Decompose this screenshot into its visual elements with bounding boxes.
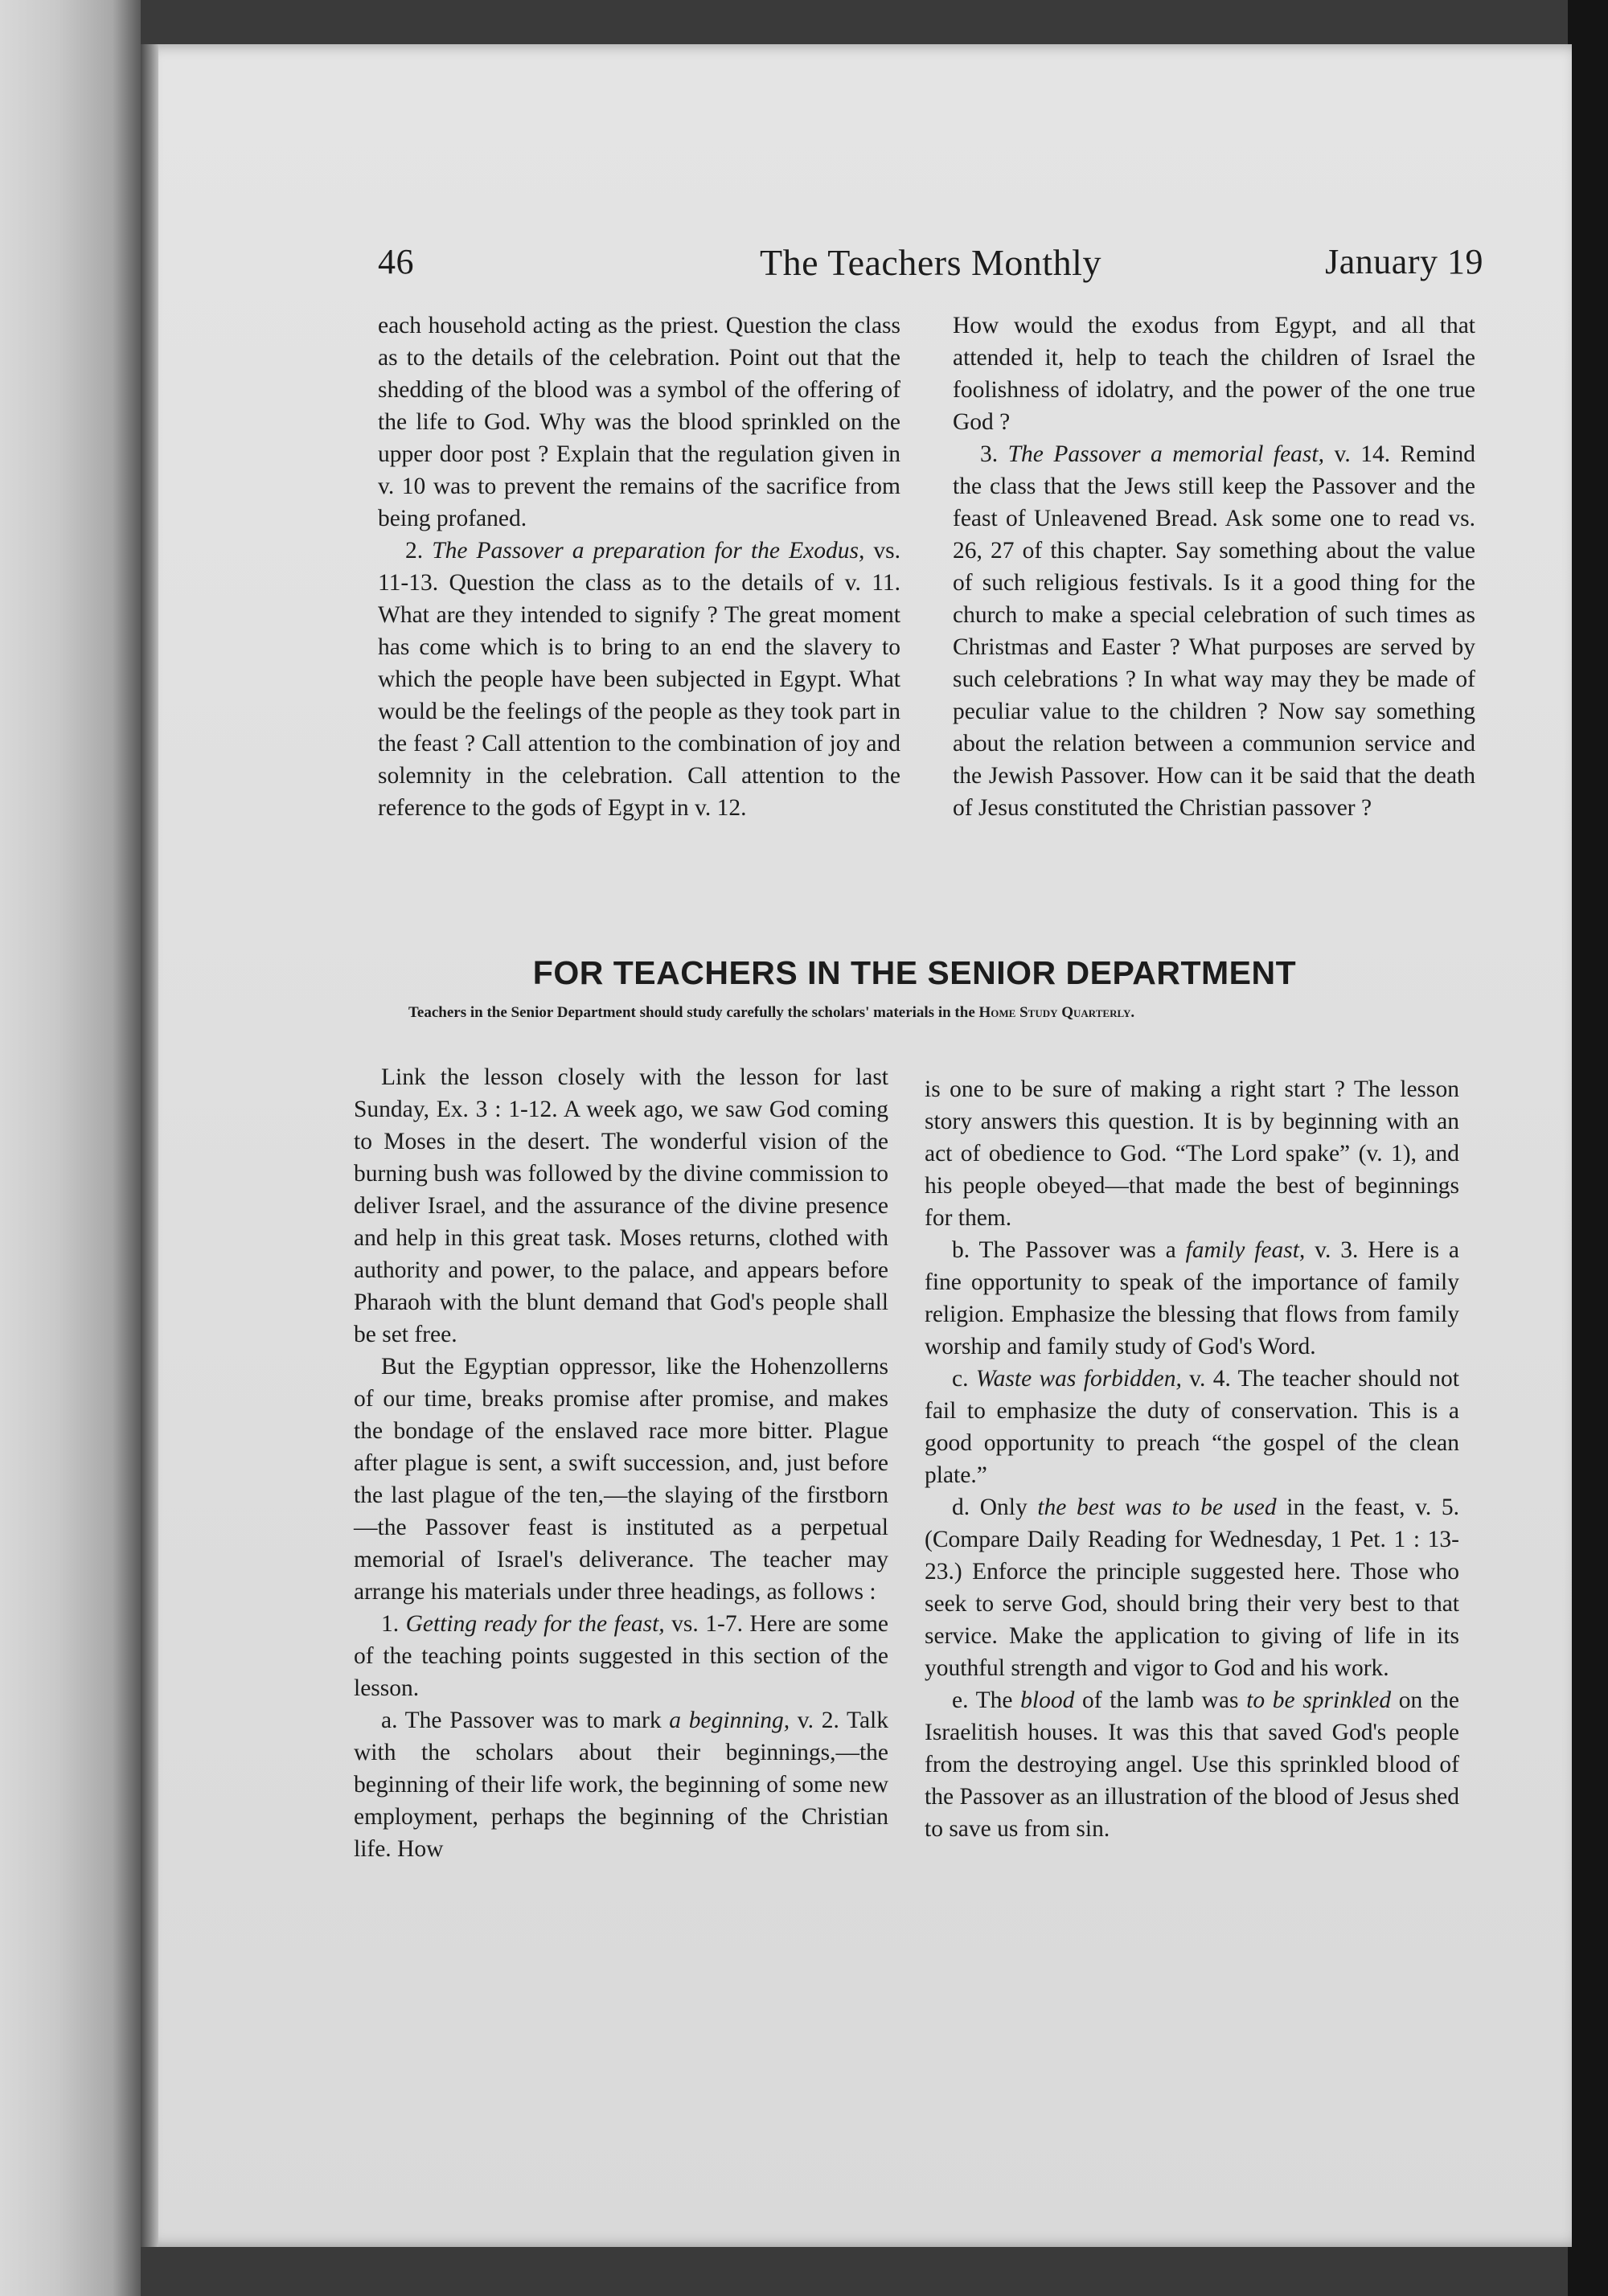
bottom-left-column (354, 1061, 888, 1865)
scanner-backdrop-right (1568, 0, 1608, 2296)
paragraph: c. Waste was forbidden, v. 4. The teacher should not fail to emphasize the duty of conservation. This is a good opportunity to preach “the gospel of the clean plate.” (925, 1366, 1459, 1488)
paragraph: is one to be sure of making a right start ? The lesson story answers this question. It is by beginning with an act of obedience to God. “The Lord spake” (v. 1), and his people obeyed—that made the best of beginnings for them. (925, 1076, 1459, 1231)
paragraph: 1. Getting ready for the feast, vs. 1-7. Here are some of the teaching points suggested in this section of the lesson. (354, 1611, 888, 1701)
publication-name: Home Study Quarterly (978, 1004, 1131, 1021)
page-binding-shadow (141, 44, 158, 2247)
paragraph: b. The Passover was a family feast, v. 3. Here is a fine opportunity to speak of the importance of family religion. Emphasize the blessing that flows from family worship and family study of God's Word. (925, 1237, 1460, 1359)
paragraph: e. The blood of the lamb was to be sprinkled on the Israelitish houses. It was this that saved God's people from the destroying angel. Use this sprinkled blood of the Passover as an illustration of the blood of Jesus shed to save us from sin. (925, 1687, 1459, 1842)
paragraph: 2. The Passover a preparation for the Exodus, vs. 11-13. Question the class as to the details of v. 11. What are they intended to signify ? The great moment has come which is to bring to an end the slavery to which the people have been subjected in Egypt. What would be the feelings of the people as they took part in the feast ? Call attention to the combination of joy and solemnity in the celebration. Call attention to the reference to the gods of Egypt in v. 12. (378, 538, 901, 821)
bottom-right-column (925, 1073, 1459, 1845)
paragraph: How would the exodus from Egypt, and all that attended it, help to teach the children of Israel the foolishness of idolatry, and the power of the one true God ? (953, 313, 1475, 435)
paragraph: a. The Passover was to mark a beginning, v. 2. Talk with the scholars about their beginnings,—the beginning of their life work, the beginning of some new employment, perhaps the beginning of the Christian life. How (354, 1708, 888, 1862)
top-right-column (953, 310, 1475, 824)
top-left-column (378, 310, 900, 824)
paragraph: d. Only the best was to be used in the feast, v. 5. (Compare Daily Reading for Wednesday, 1 Pet. 1 : 13-23.) Enforce the principle suggested here. Those who seek to serve God, should bring their very best to that service. Make the application to giving of life in its youthful strength and vigor to God and his work. (925, 1494, 1460, 1681)
paragraph: Link the lesson closely with the lesson for last Sunday, Ex. 3 : 1-12. A week ago, we saw God coming to Moses in the desert. The wonderful vision of the burning bush was followed by the divine commission to deliver Israel, and the assurance of the divine presence and help in this great task. Moses returns, clothed with authority and power, to the palace, and appears before Pharaoh with the blunt demand that God's people shall be set free. (354, 1064, 888, 1347)
scanner-backdrop-left (0, 0, 141, 2296)
paragraph: each household acting as the priest. Question the class as to the details of the celebration. Point out that the shedding of the blood was a symbol of the offering of the life to God. Why was the blood sprinkled on the upper door post ? Explain that the regulation given in v. 10 was to prevent the remains of the sacrifice from being profaned. (378, 313, 900, 531)
page-number: 46 (378, 242, 414, 281)
paragraph: 3. The Passover a memorial feast, v. 14. Remind the class that the Jews still keep the Passover and the feast of Unleavened Bread. Ask some one to read vs. 26, 27 of this chapter. Say something about the value of such religious festivals. Is it a good thing for the church to make a special celebration of such times as Christmas and Easter ? What purposes are served by such celebrations ? In what way may they be made of peculiar value to the children ? Now say something about the relation between a communion service and the Jewish Passover. How can it be said that the death of Jesus constituted the Christian passover ? (953, 441, 1476, 821)
section-heading: FOR TEACHERS IN THE SENIOR DEPARTMENT (532, 954, 1297, 991)
paragraph: But the Egyptian oppressor, like the Hohenzollerns of our time, breaks promise after promise, and makes the bondage of the enslaved race more bitter. Plague after plague is sent, a swift succession, and, just before the last plague of the ten,—the slaying of the firstborn—the Passover feast is instituted as a perpetual memorial of Israel's deliverance. The teacher may arrange his materials under three headings, as follows : (354, 1354, 888, 1605)
issue-date: January 19 (1325, 242, 1483, 281)
running-header (378, 241, 1483, 297)
section-note: Teachers in the Senior Department should study carefully the scholars' materials in the Home Study Quarterly. (408, 1004, 1135, 1021)
running-title: The Teachers Monthly (760, 242, 1101, 283)
